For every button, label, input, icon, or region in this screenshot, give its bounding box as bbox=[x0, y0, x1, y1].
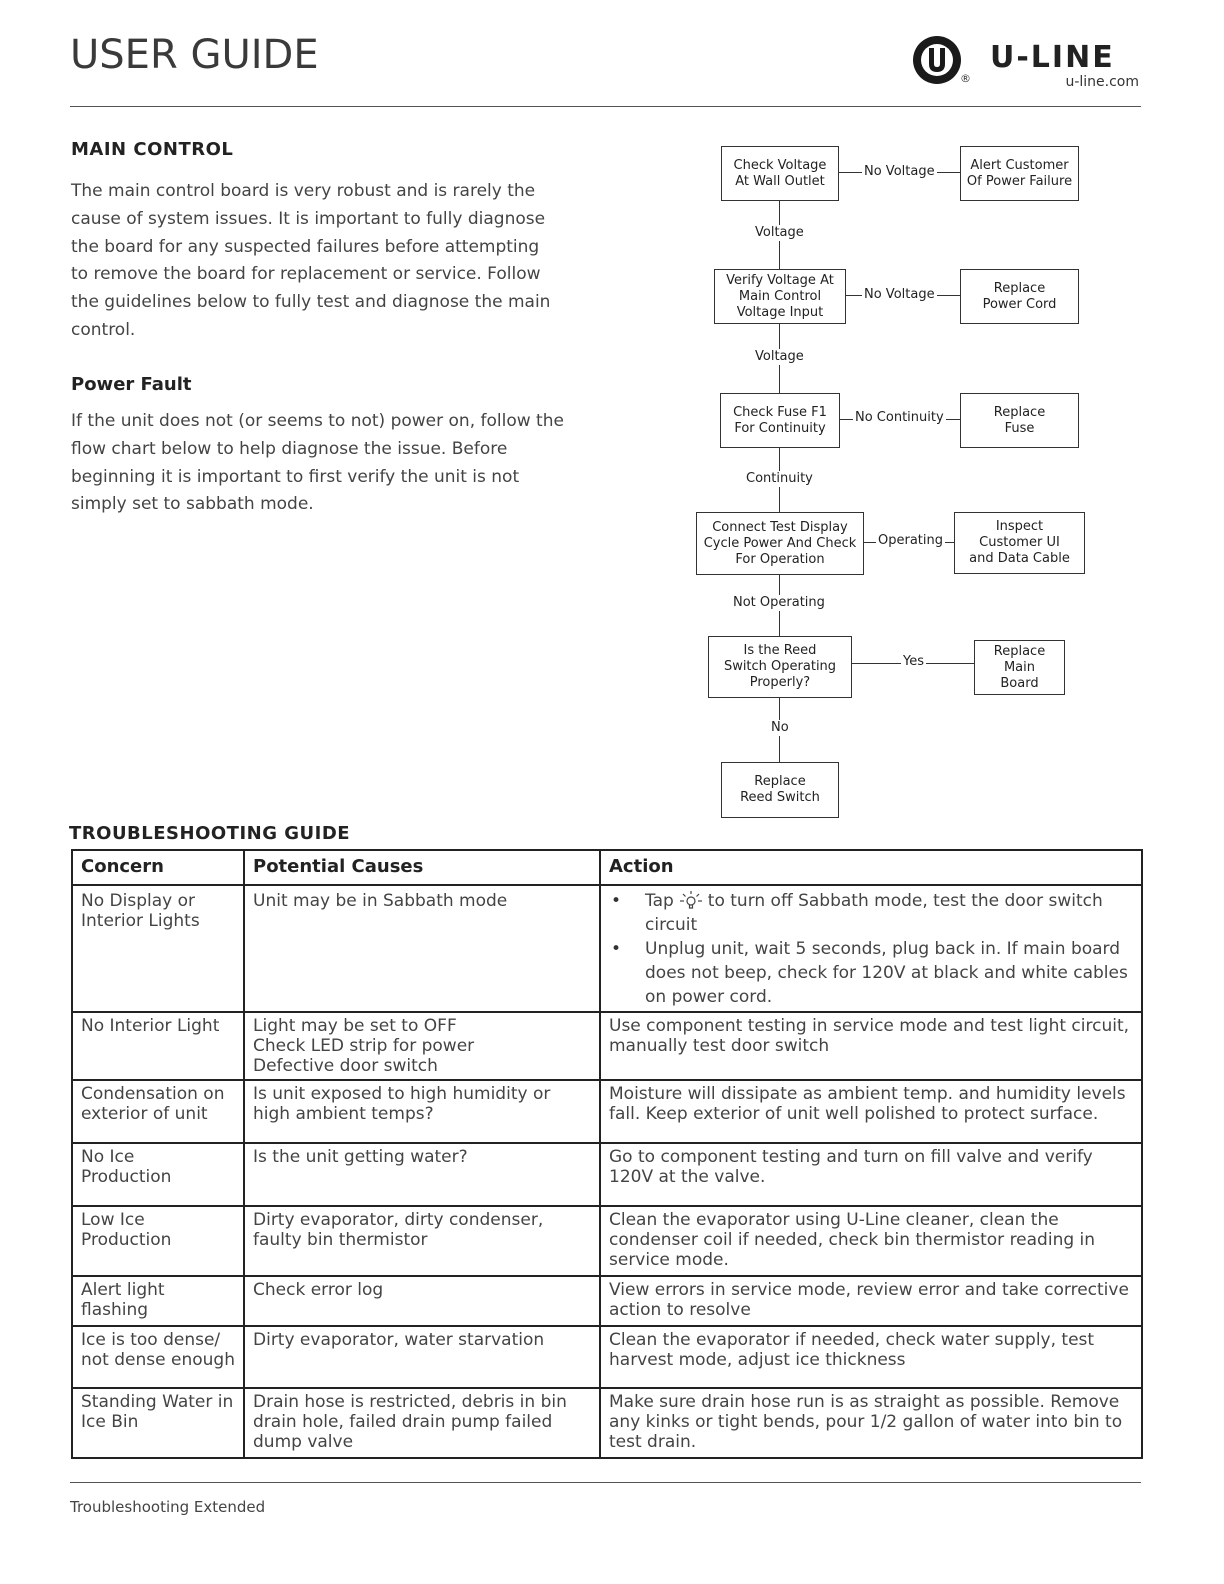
list-item: • Unplug unit, wait 5 seconds, plug back in. If main board does not beep, check for 120V at black and white cables on power cord. bbox=[645, 937, 1133, 1009]
table-row bbox=[72, 1012, 1142, 1080]
column-header-concern: Concern bbox=[72, 850, 244, 885]
action-cell: Make sure drain hose run is as straight as possible. Remove any kinks or tight bends, pour 1/2 gallon of water into bin to test drain. bbox=[600, 1388, 1142, 1458]
concern-cell: No Ice Production bbox=[72, 1143, 244, 1206]
cause-cell: Is the unit getting water? bbox=[244, 1143, 600, 1206]
table-header-row bbox=[72, 850, 1142, 885]
tap-text: Tap bbox=[645, 891, 674, 911]
cause-cell: Dirty evaporator, water starvation bbox=[244, 1326, 600, 1388]
action-cell: Clean the evaporator if needed, check water supply, test harvest mode, adjust ice thickness bbox=[600, 1326, 1142, 1388]
troubleshooting-table bbox=[71, 849, 1143, 1459]
main-control-paragraph: The main control board is very robust and is rarely the cause of system issues. It is important to fully diagnose the board for any suspected failures before attempting to remove the board for replacement or service. Follow the guidelines below to fully test and diagnose the main control. bbox=[71, 181, 551, 340]
cause-cell: Check error log bbox=[244, 1276, 600, 1326]
flow-node-replace-fuse: Replace Fuse bbox=[960, 393, 1079, 448]
table-row bbox=[72, 1143, 1142, 1206]
action-cell: Moisture will dissipate as ambient temp. and humidity levels fall. Keep exterior of unit well polished to protect surface. bbox=[600, 1080, 1142, 1143]
cause-cell: Dirty evaporator, dirty condenser, faulty bin thermistor bbox=[244, 1206, 600, 1276]
cause-cell: Unit may be in Sabbath mode bbox=[244, 885, 600, 1012]
flow-edge-label: Voltage bbox=[755, 349, 804, 364]
list-item bbox=[645, 889, 1133, 937]
flow-node-reed-switch: Is the Reed Switch Operating Properly? bbox=[708, 636, 852, 698]
flow-edge-label: Yes bbox=[903, 654, 924, 669]
footer-label: Troubleshooting Extended bbox=[70, 1498, 266, 1516]
action-cell: Clean the evaporator using U-Line cleaner, clean the condenser coil if needed, check bin thermistor reading in service mode. bbox=[600, 1206, 1142, 1276]
brand-name: U-LINE bbox=[990, 40, 1115, 75]
tap-rest-text: to turn off Sabbath mode, test the door switch circuit bbox=[645, 891, 1103, 935]
cause-cell: Light may be set to OFF Check LED strip for power Defective door switch bbox=[244, 1012, 600, 1080]
flow-node-check-voltage: Check Voltage At Wall Outlet bbox=[721, 146, 839, 201]
action-list bbox=[609, 889, 1133, 1009]
flow-edge-label: No Continuity bbox=[855, 410, 944, 425]
action-cell: Go to component testing and turn on fill valve and verify 120V at the valve. bbox=[600, 1143, 1142, 1206]
flow-node-replace-main-board: Replace Main Board bbox=[974, 640, 1065, 695]
flow-node-alert-customer: Alert Customer Of Power Failure bbox=[960, 146, 1079, 201]
concern-cell: Condensation on exterior of unit bbox=[72, 1080, 244, 1143]
concern-cell: Low Ice Production bbox=[72, 1206, 244, 1276]
table-row bbox=[72, 1388, 1142, 1458]
action-cell bbox=[600, 885, 1142, 1012]
table-row bbox=[72, 1080, 1142, 1143]
table-row bbox=[72, 1276, 1142, 1326]
footer-divider bbox=[70, 1482, 1141, 1483]
flow-edge-label: No Voltage bbox=[864, 164, 935, 179]
flow-edge-label: Voltage bbox=[755, 225, 804, 240]
column-header-action: Action bbox=[600, 850, 1142, 885]
troubleshooting-heading: TROUBLESHOOTING GUIDE bbox=[69, 823, 351, 844]
flow-node-verify-voltage: Verify Voltage At Main Control Voltage Input bbox=[714, 269, 846, 324]
table-row bbox=[72, 885, 1142, 1012]
flow-edge-label: No Voltage bbox=[864, 287, 935, 302]
flow-node-connect-test-display: Connect Test Display Cycle Power And Check For Operation bbox=[696, 512, 864, 575]
registered-mark: ® bbox=[960, 72, 971, 85]
cause-cell: Drain hose is restricted, debris in bin drain hole, failed drain pump failed dump valve bbox=[244, 1388, 600, 1458]
concern-cell: No Interior Light bbox=[72, 1012, 244, 1080]
flow-node-inspect-customer-ui: Inspect Customer UI and Data Cable bbox=[954, 512, 1085, 574]
concern-cell: Alert light flashing bbox=[72, 1276, 244, 1326]
action-cell: View errors in service mode, review error and take corrective action to resolve bbox=[600, 1276, 1142, 1326]
flow-edge-label: No bbox=[771, 720, 789, 735]
header-divider bbox=[70, 106, 1141, 107]
flow-node-replace-reed-switch: Replace Reed Switch bbox=[721, 762, 839, 818]
main-control-heading: MAIN CONTROL bbox=[71, 139, 234, 160]
table-row bbox=[72, 1206, 1142, 1276]
brand-url[interactable]: u-line.com bbox=[1065, 74, 1139, 90]
column-header-causes: Potential Causes bbox=[244, 850, 600, 885]
flow-edge-label: Operating bbox=[878, 533, 943, 548]
power-fault-paragraph: If the unit does not (or seems to not) power on, follow the flow chart below to help diagnose the issue. Before beginning it is important to first verify the unit is not simply set to sabbath mode. bbox=[71, 411, 564, 515]
concern-cell: Standing Water in Ice Bin bbox=[72, 1388, 244, 1458]
cause-cell: Is unit exposed to high humidity or high ambient temps? bbox=[244, 1080, 600, 1143]
flow-node-check-fuse: Check Fuse F1 For Continuity bbox=[720, 393, 840, 448]
u-line-logo-icon bbox=[912, 34, 972, 94]
page-title: USER GUIDE bbox=[70, 32, 319, 78]
table-row bbox=[72, 1326, 1142, 1388]
flow-edge-label: Not Operating bbox=[733, 595, 825, 610]
concern-cell: Ice is too dense/ not dense enough bbox=[72, 1326, 244, 1388]
flow-node-replace-power-cord: Replace Power Cord bbox=[960, 269, 1079, 324]
action-cell: Use component testing in service mode and test light circuit, manually test door switch bbox=[600, 1012, 1142, 1080]
sabbath-light-icon bbox=[678, 890, 704, 910]
concern-cell: No Display or Interior Lights bbox=[72, 885, 244, 1012]
flow-edge-label: Continuity bbox=[746, 471, 813, 486]
power-fault-heading: Power Fault bbox=[71, 374, 192, 395]
